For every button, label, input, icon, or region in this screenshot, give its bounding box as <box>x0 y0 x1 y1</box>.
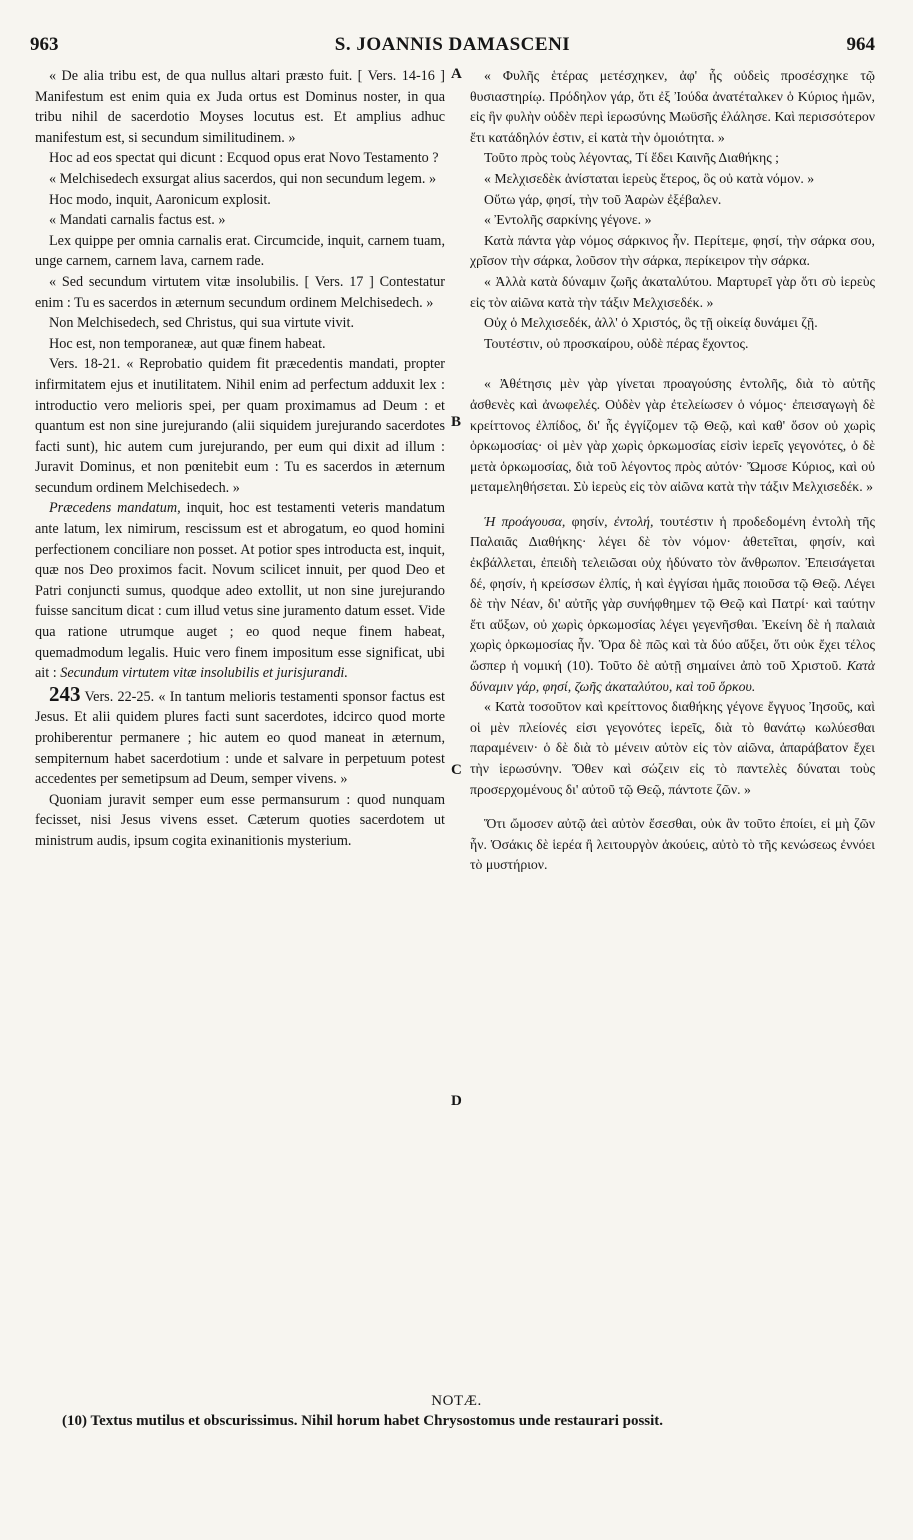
spacer <box>470 498 875 512</box>
italic-lemma: Præcedens mandatum, <box>49 500 181 517</box>
latin-paragraph: Vers. 18-21. « Reprobatio quidem fit præcedentis mandati, propter infirmitatem ejus et inutilitatem. Nihil enim ad perfectum adduxit lex : introductio vero melioris spei, per quam proximamus ad Deum : et quantum est non sine jurejurando (alii siquidem jurejurando sacerdotes facti sunt), hic autem cum jurejurando, per eum qui dixit ad illum : Juravit Dominus, et non pœnitebit eum : Tu es sacerdos in æternum secundum ordinem Melchisedech. » <box>35 356 445 496</box>
margin-letter-a: A <box>451 66 462 82</box>
greek-text: τουτέστιν ἡ προδεδομένη ἐντολὴ τῆς Παλαιᾶς Διαθήκης· λέγει δὲ τὸν νόμον· ἀθετεῖται, φησίν, καὶ ἐκβάλλεται, ἐπειδὴ τελειῶσαι οὐχ ἠδύνατο τὸν ἄνθρωπον. Ἐπεισάγεται δέ, φησίν, ἡ κρείσσων ἐλπίς, ἡ καὶ ἐγγίσαι ἡμᾶς ποιοῦσα τῷ Θεῷ. Λέγει δὲ τὴν Νέαν, δι' αὐτῆς γὰρ συνήφθημεν τῷ Θεῷ καὶ Πατρί· καὶ ταύτην ἔτι αὔξων, οὐ χωρὶς ὁρκωμοσίας λέγει γεγενῆσθαι. Ἐκείνη δὲ ἡ παλαιὰ χωρὶς ὁρκωμοσίας ἦν. Ὅρα δὲ πῶς καὶ τὰ δύο αὔξει, ὅτι οὐκ ἔχει τέλος ὥσπερ ἡ νομική (10). Τοῦτο δὲ αὐτῇ σημαίνει ἀπὸ τοῦ Χριστοῦ. <box>470 513 875 674</box>
latin-paragraph: « Sed secundum virtutem vitæ insolubilis. [ Vers. 17 ] Contestatur enim : Tu es sacerdos in æternum secundum ordinem Melchisedech. » <box>35 273 445 311</box>
italic-lemma: Ἡ προάγουσα, <box>484 513 566 529</box>
margin-letter-d: D <box>451 1093 462 1109</box>
greek-paragraph: « Φυλῆς ἑτέρας μετέσχηκεν, ἀφ' ἧς οὐδεὶς προσέσχηκε τῷ θυσιαστηρίῳ. Πρόδηλον γάρ, ὅτι ἐξ Ἰούδα ἀνατέταλκεν ὁ Κύριος ἡμῶν, εἰς ἣν φυλὴν οὐδὲν περὶ ἱερωσύνης Μωϋσῆς ἐλάλησε. Καὶ περισσότερον ἔτι κατάδηλόν ἐστιν, εἰ κατὰ τὴν ὁμοιότητα. » <box>470 68 875 145</box>
latin-paragraph: Hoc est, non temporaneæ, aut quæ finem habeat. <box>49 335 326 352</box>
latin-paragraph: « Melchisedech exsurgat alius sacerdos, qui non secundum legem. » <box>49 170 437 187</box>
page-number-left: 963 <box>30 34 59 55</box>
greek-paragraph: Τοῦτο πρὸς τοὺς λέγοντας, Τί ἔδει Καινῆς Διαθήκης ; <box>484 150 779 166</box>
margin-letter-b: B <box>451 414 462 430</box>
greek-paragraph: « Ἀθέτησις μὲν γὰρ γίνεται προαγούσης ἐντολῆς, διὰ τὸ αὐτῆς ἀσθενὲς καὶ ἀνωφελές. Οὐδὲν γὰρ ἐτελείωσεν ὁ νόμος· ἐπεισαγωγὴ δὲ κρείττονος ἐλπίδος, δι' ἧς ἐγγίζομεν τῷ Θεῷ, καὶ καθ' ὅσον οὐ χωρὶς ὁρκωμοσίας· οἱ μὲν γὰρ χωρὶς ὁρκωμοσίας εἰσὶν ἱερεῖς γεγονότες, ὁ δὲ μετὰ ὁρκωμοσίας, διὰ τοῦ λέγοντος πρὸς αὐτόν· Ὤμοσε Κύριος, καὶ οὐ μεταμεληθήσεται. Σὺ ἱερεὺς εἰς τὸν αἰῶνα κατὰ τὴν τάξιν Μελχισεδέκ. » <box>470 376 875 495</box>
latin-paragraph: Hoc modo, inquit, Aaronicum explosit. <box>49 191 271 208</box>
italic-quote: Κατὰ δύναμιν γάρ, φησί, ζωῆς ἀκαταλύτου, καὶ τοῦ ὅρκου. <box>470 658 875 694</box>
latin-text: Vers. 22-25. « In tantum melioris testamenti sponsor factus est Jesus. Et alii quidem plures facti sunt sacerdotes, idcirco quod morte prohiberentur permanere ; hic autem eo quod maneat in æternum, sempiternum habet sacerdotium : unde et salvare in perpetuum potest accedentes per semetipsum ad Deum, semper vivens. » <box>35 688 445 788</box>
latin-paragraph: Hoc ad eos spectat qui dicunt : Ecquod opus erat Novo Testamento ? <box>49 150 439 167</box>
italic-lemma: ἐντολή, <box>613 513 654 529</box>
latin-column <box>35 66 445 852</box>
margin-letter-c: C <box>451 762 462 778</box>
footnote-10: (10) Textus mutilus et obscurissimus. Nihil horum habet Chrysostomus unde restaurari possit. <box>62 1413 664 1429</box>
latin-paragraph: Non Melchisedech, sed Christus, qui sua virtute vivit. <box>49 315 354 332</box>
latin-text: inquit, hoc est testamenti veteris mandatum ante latum, lex nimirum, rescissum est et abrogatum, eo quod homini perfectionem conciliare non posset. At potior spes introducta est, inquit, quæ nos Deo proximos facit. Novum scilicet innuit, per quod Deo et Patri conjuncti sumus, quodque adeo extollit, ut non sine jurejurando fuisse sancitum dicat : cum illud vetus sine juramento datum esset. Vide qua ratione utrumque auget ; eo quod neque finem habeat, quemadmodum legalis. Huic vero finem impositum esse significat, ubi ait : <box>35 500 446 682</box>
marginal-column-number: 243 <box>49 681 81 706</box>
page-header <box>30 34 875 60</box>
latin-paragraph: « Mandati carnalis factus est. » <box>49 212 226 229</box>
latin-paragraph <box>35 498 445 683</box>
greek-paragraph: Κατὰ πάντα γὰρ νόμος σάρκινος ἦν. Περίτεμε, φησί, τὴν σάρκα σου, χρῖσον τὴν σάρκα, λοῦσον τὴν σάρκα, περίκειρον τὴν σάρκα. <box>470 232 875 269</box>
latin-paragraph <box>35 681 445 790</box>
running-title: S. JOANNIS DAMASCENI <box>334 34 571 55</box>
greek-paragraph: Οὕτω γάρ, φησί, τὴν τοῦ Ἀαρὼν ἐξέβαλεν. <box>484 191 722 207</box>
latin-paragraph: « De alia tribu est, de qua nullus altari præsto fuit. [ Vers. 14-16 ] Manifestum est enim quia ex Juda ortus est Dominus noster, in qua tribu nihil de sacerdotio Moyses locutus est. Et amplius adhuc manifestum est, si secundum similitudinem. » <box>35 68 445 146</box>
greek-text: φησίν, <box>565 513 614 529</box>
greek-paragraph: « Ἀλλὰ κατὰ δύναμιν ζωῆς ἀκαταλύτου. Μαρτυρεῖ γὰρ ὅτι σὺ ἱερεὺς εἰς τὸν αἰῶνα κατὰ τὴν τάξιν Μελχισεδέκ. » <box>470 273 875 310</box>
latin-paragraph: Lex quippe per omnia carnalis erat. Circumcide, inquit, carnem tuam, unge carnem, carnem lava, carnem rade. <box>35 232 445 270</box>
italic-quote: Secundum virtutem vitæ insolubilis et jurisjurandi. <box>60 665 348 682</box>
spacer <box>470 800 875 814</box>
greek-paragraph <box>470 512 875 697</box>
greek-paragraph: « Μελχισεδὲκ ἀνίσταται ἱερεὺς ἕτερος, ὃς οὐ κατὰ νόμον. » <box>484 170 815 186</box>
greek-paragraph: « Ἐντολῆς σαρκίνης γέγονε. » <box>484 212 652 228</box>
greek-paragraph: Οὐχ ὁ Μελχισεδέκ, ἀλλ' ὁ Χριστός, ὃς τῇ οἰκείᾳ δυνάμει ζῇ. <box>484 315 818 331</box>
greek-column <box>470 66 875 876</box>
page-number-right: 964 <box>846 34 875 55</box>
spacer <box>470 354 875 374</box>
greek-paragraph: Τουτέστιν, οὐ προσκαίρου, οὐδὲ πέρας ἔχοντος. <box>484 335 749 351</box>
notes-heading: NOTÆ. <box>431 1393 482 1409</box>
greek-paragraph: Ὅτι ὤμοσεν αὐτῷ ἀεὶ αὐτὸν ἔσεσθαι, οὐκ ἂν τοῦτο ἐποίει, εἰ μὴ ζῶν ἦν. Ὁσάκις δὲ ἱερέα ἢ λειτουργὸν ἀκούεις, αὐτὸ τὸ τῆς κενώσεως ἐννόει τὸ μυστήριον. <box>470 816 875 873</box>
greek-paragraph: « Κατὰ τοσοῦτον καὶ κρείττονος διαθήκης γέγονε ἔγγυος Ἰησοῦς, καὶ οἱ μὲν πλείονές εἰσι γεγονότες ἱερεῖς, διὰ τὸ θανάτῳ κωλύεσθαι παραμένειν· ὁ δὲ διὰ τὸ μένειν αὐτὸν εἰς τὸν αἰῶνα, ἀπαράβατον ἔχει τὴν ἱερωσύνην. Ὅθεν καὶ σώζειν εἰς τὸ παντελὲς δύναται τοὺς προσερχομένους δι' αὐτοῦ τῷ Θεῷ, πάντοτε ζῶν. » <box>470 699 875 797</box>
latin-paragraph: Quoniam juravit semper eum esse permansurum : quod nunquam fecisset, nisi Jesus vivens esset. Cæterum quoties sacerdotem ut ministrum audis, ipsum cogita exinanitionis mysterium. <box>35 791 445 849</box>
